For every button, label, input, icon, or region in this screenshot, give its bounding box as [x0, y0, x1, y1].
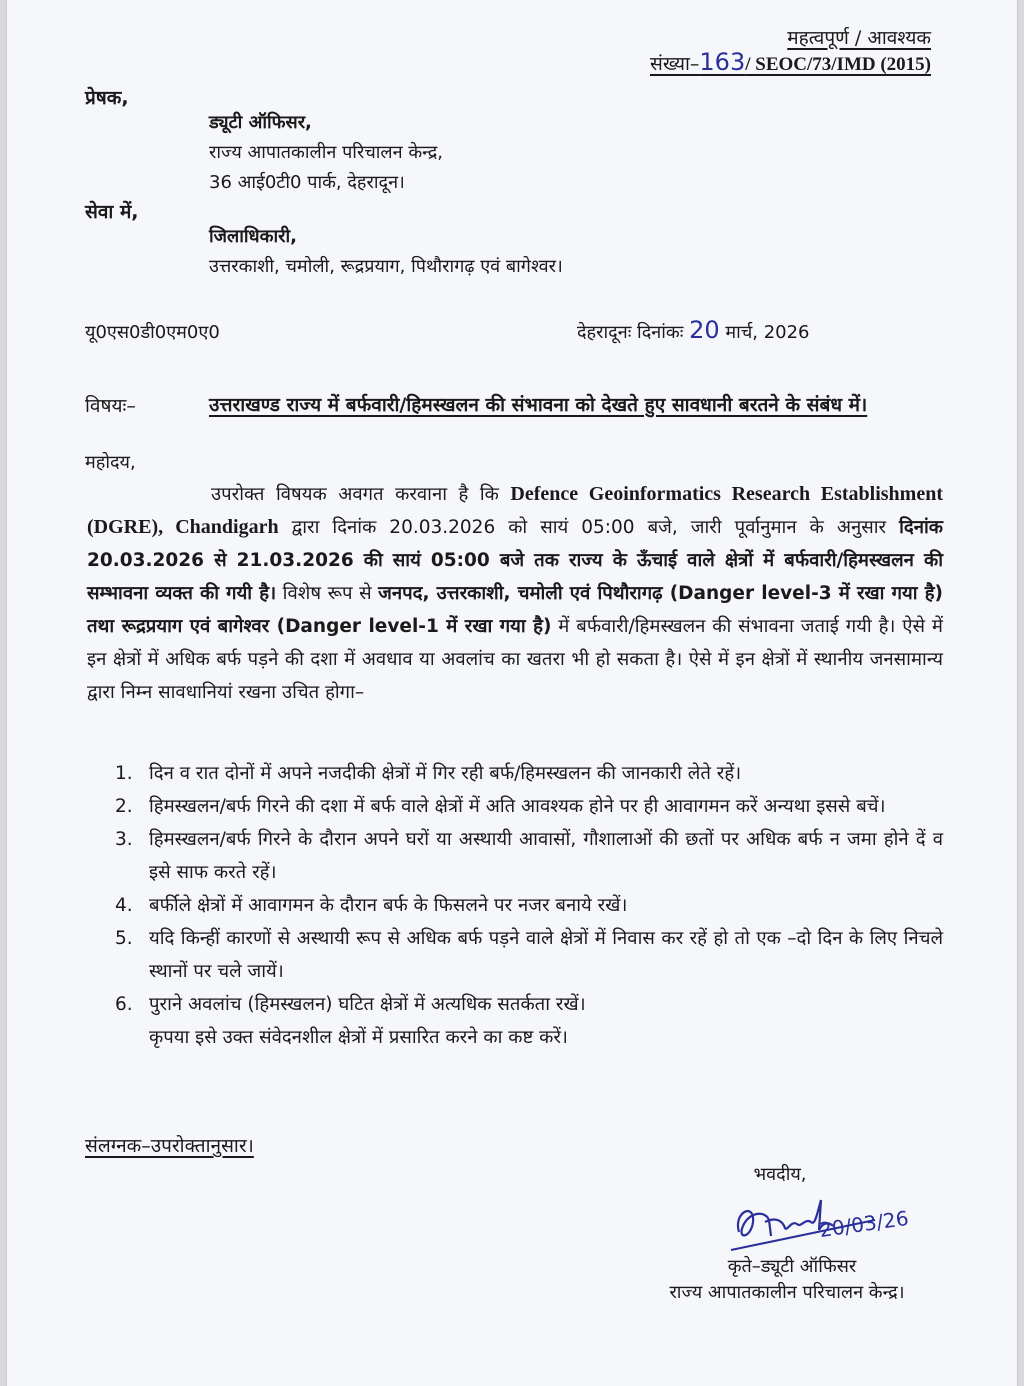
subject-text: उत्तराखण्ड राज्य में बर्फवारी/हिमस्खलन की संभावना को देखते हुए सावधानी बरतने के संबंध में। — [209, 394, 868, 416]
danger-level-highlight: जनपद, उत्तरकाशी, चमोली एवं पिथौरागढ़ (Danger level-3 में रखा गया है) तथा रूद्रप्रयाग एवं बागेश्वर (Danger level-1 में रखा गया है) — [87, 583, 943, 637]
item-text: यदि किन्हीं कारणों से अस्थायी रूप से अधिक बर्फ पड़ने वाले क्षेत्रों में निवास कर रहें हो तो एक –दो दिन के लिए निचले स्थानों पर चले जायें। — [149, 928, 943, 982]
recipient-block — [209, 222, 563, 282]
item-text: पुराने अवलांच (हिमस्खलन) घटित क्षेत्रों में अत्यधिक सतर्कता रखें। — [149, 994, 586, 1015]
date-prefix: देहरादूनः दिनांकः — [577, 322, 684, 343]
sender-designation: ड्यूटी ऑफिसर, — [209, 112, 312, 133]
sender-label: प्रेषक, — [85, 87, 129, 109]
salutation: महोदय, — [85, 452, 136, 473]
subject-label: विषयः– — [85, 395, 136, 417]
enclosure-note: संलग्नक–उपरोक्तानुसार। — [85, 1135, 254, 1157]
item-number: 6. — [115, 994, 133, 1015]
item-number: 5. — [115, 928, 133, 949]
forecast-highlight: दिनांक 20.03.2026 से 21.03.2026 की सायं 05:00 बजे तक राज्य के ऊँचाई वाले क्षेत्रों में बर्फवारी/हिमस्खलन की सम्भावना व्यक्त की गयी है। — [87, 517, 943, 604]
precaution-item — [115, 757, 943, 790]
item-number: 2. — [115, 796, 133, 817]
signatory-designation: कृते–ड्यूटी ऑफिसर — [727, 1256, 857, 1277]
ref-prefix: संख्या– — [650, 53, 700, 75]
precaution-item — [115, 823, 943, 889]
precaution-item — [115, 922, 943, 988]
recipient-label: सेवा में, — [85, 201, 139, 223]
item-number: 1. — [115, 763, 133, 784]
precaution-item — [115, 988, 943, 1021]
letter-page — [6, 0, 1018, 1386]
sender-block — [209, 108, 443, 198]
date-suffix: मार्च, 2026 — [725, 322, 810, 343]
item-text: बर्फीले क्षेत्रों में आवागमन के दौरान बर्फ के फिसलने पर नजर बनाये रखें। — [149, 895, 628, 916]
signature-date: 20/03/26 — [817, 1205, 911, 1243]
signatory-office: राज्य आपातकालीन परिचालन केन्द्र। — [669, 1282, 905, 1303]
item-number: 4. — [115, 895, 133, 916]
precaution-item — [115, 889, 943, 922]
yours-faithfully: भवदीय, — [753, 1164, 807, 1185]
body-text-segment: द्वारा दिनांक 20.03.2026 को सायं 05:00 बजे, जारी पूर्वानुमान के अनुसार — [278, 517, 900, 538]
ref-suffix: / SEOC/73/IMD (2015) — [745, 54, 931, 75]
body-text-segment: में बर्फवारी/हिमस्खलन की संभावना जताई गयी है। ऐसे में इन क्षेत्रों में अधिक बर्फ पड़ने की दशा में अवधाव या अवलांच का खतरा भी हो सकता है। ऐसे में इन क्षेत्रों में स्थानीय जनसामान्य द्वारा निम्न सावधानियां रखना उचित होगा– — [87, 616, 943, 703]
item-text: दिन व रात दोनों में अपने नजदीकी क्षेत्रों में गिर रही बर्फ/हिमस्खलन की जानकारी लेते रहें। — [149, 763, 742, 784]
precaution-item — [115, 790, 943, 823]
item-number: 3. — [115, 829, 133, 850]
sender-office: राज्य आपातकालीन परिचालन केन्द्र, — [209, 142, 444, 163]
department-code: यू0एस0डी0एम0ए0 — [85, 322, 220, 343]
body-text-segment: विशेष रूप से — [276, 583, 379, 604]
ref-handwritten-number: 163 — [699, 48, 746, 76]
priority-label: महत्वपूर्ण / आवश्यक — [787, 27, 931, 49]
recipient-designation: जिलाधिकारी, — [209, 226, 297, 247]
item-text: हिमस्खलन/बर्फ गिरने की दशा में बर्फ वाले क्षेत्रों में अति आवश्यक होने पर ही आवागमन करें अन्यथा इससे बचें। — [149, 796, 886, 817]
date-handwritten-day: 20 — [689, 316, 720, 344]
reference-number — [650, 48, 931, 76]
organization-name: Defence Geoinformatics Research Establishment (DGRE), Chandigarh — [87, 483, 943, 538]
closing-request-row — [115, 1021, 943, 1054]
recipient-districts: उत्तरकाशी, चमोली, रूद्रप्रयाग, पिथौरागढ़ एवं बागेश्वर। — [209, 256, 563, 277]
item-text: हिमस्खलन/बर्फ गिरने के दौरान अपने घरों या अस्थायी आवासों, गौशालाओं की छतों पर अधिक बर्फ न जमा होने दें व इसे साफ करते रहें। — [149, 829, 943, 883]
body-paragraph — [87, 478, 943, 709]
body-text-segment: उपरोक्त विषयक अवगत करवाना है कि — [211, 484, 511, 505]
closing-request: कृपया इसे उक्त संवेदनशील क्षेत्रों में प्रसारित करने का कष्ट करें। — [149, 1027, 568, 1048]
sender-address: 36 आई0टी0 पार्क, देहरादून। — [209, 172, 405, 193]
precautions-list — [115, 757, 943, 1054]
date-line — [577, 316, 810, 344]
